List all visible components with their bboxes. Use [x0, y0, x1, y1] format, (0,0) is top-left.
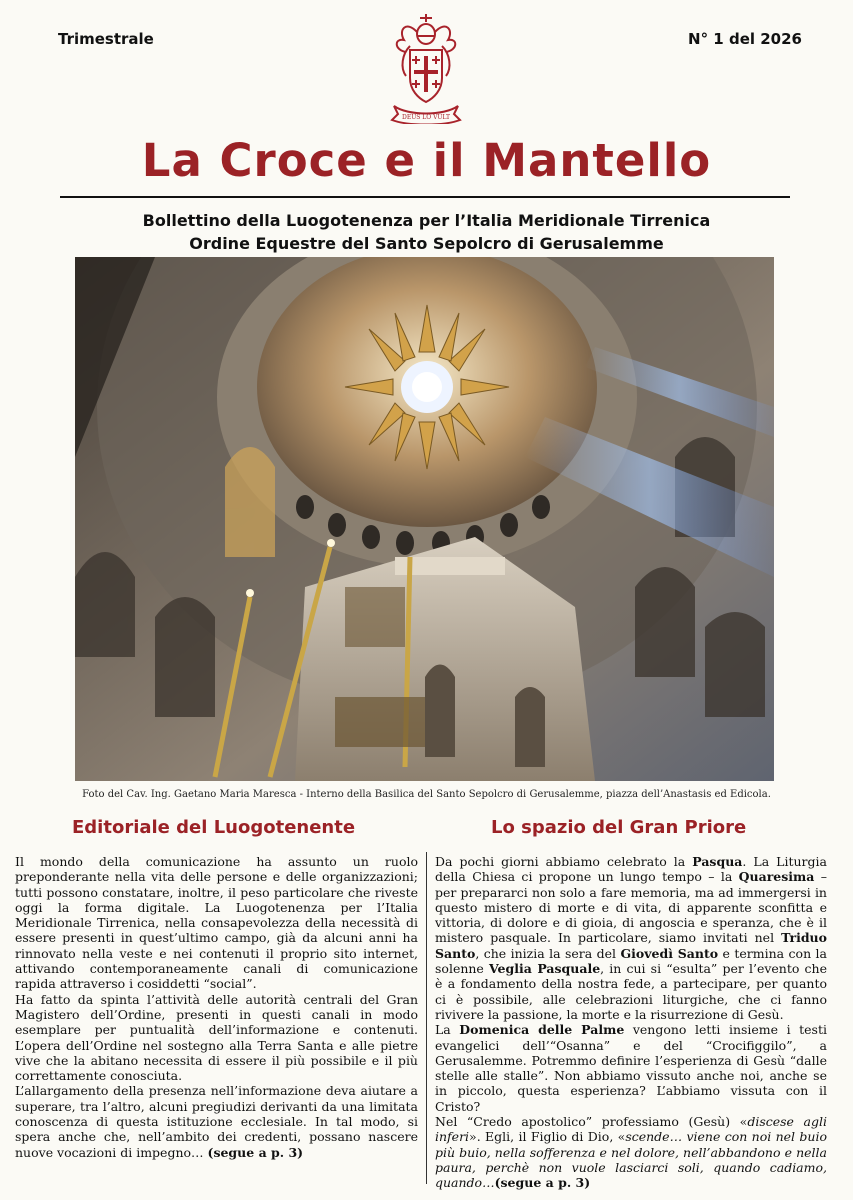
- prior-paragraph: La Domenica delle Palme vengono letti insieme i testi evangelici dell’“Osanna” e del “Crocifiggilo”, a Gerusalemme. Potremmo definire l’esperienza di Gesù “dalle stelle alle stalle”. Non abbiamo vissuto anche noi, anche se in piccolo, questa esperienza? L’abbiamo vissuta con il Cristo?: [435, 1022, 827, 1114]
- continue-link[interactable]: (segue a p. 3): [207, 1144, 304, 1160]
- photo-caption: Foto del Cav. Ing. Gaetano Maria Maresca - Interno della Basilica del Santo Sepolcro di Gerusalemme, piazza dell’Anastasis ed Edicola.: [82, 789, 771, 800]
- prior-paragraph: Da pochi giorni abbiamo celebrato la Pasqua. La Liturgia della Chiesa ci propone un lungo tempo – la Quaresima – per prepararci non solo a fare memoria, ma ad immergersi in questo mistero di morte e di vita, di apparente sconfitta e vittoria, di dolore e di gioia, di angoscia e speranza, che è il mistero pasquale. In particolare, siamo invitati nel Triduo Santo, che inizia la sera del Giovedì Santo e termina con la solenne Veglia Pasquale, in cui si “esulta” per l’evento che è a fondamento della nostra fede, a partecipare, per quanto ci è possibile, alle celebrazioni liturgiche, che ci fanno rivivere la passione, la morte e la risurrezione di Gesù.: [435, 854, 827, 1022]
- newsletter-title: La Croce e il Mantello: [141, 134, 712, 187]
- order-emblem-icon: [384, 10, 468, 124]
- continue-link[interactable]: (segue a p. 3): [494, 1175, 591, 1191]
- emblem-motto: DEUS LO VULT: [402, 114, 450, 121]
- subtitle-bulletin: Bollettino della Luogotenenza per l’Italia Meridionale Tirrenica: [142, 211, 711, 230]
- prior-column: [435, 854, 827, 1191]
- editorial-text: L’allargamento della presenza nell’informazione deva aiutare a superare, tra l’altro, alcuni pregiudizi derivanti da una limitata conoscenza di questa istituzione ecclesiale. In tal modo, si spera anche che, nell’ambito dei credenti, possano nascere nuove vocazioni di impegno…: [15, 1083, 418, 1160]
- frequency-label: Trimestrale: [58, 30, 154, 48]
- prior-heading: Lo spazio del Gran Priore: [491, 817, 747, 838]
- basilica-photo: [75, 257, 774, 781]
- editorial-paragraph: Il mondo della comunicazione ha assunto un ruolo preponderante nella vita delle persone e delle organizzazioni; tutti possono constatare, inoltre, il peso particolare che riveste oggi la forma digitale. La Luogotenenza per l’Italia Meridionale Tirrenica, nella consapevolezza della necessità di essere presenti in quest’ultimo campo, già da alcuni anni ha rinnovato nella veste e nei contenuti il proprio sito internet, attivando contemporaneamente canali di comunicazione rapida attraverso i cosiddetti “social”.: [15, 854, 418, 992]
- editorial-paragraph: Ha fatto da spinta l’attività delle autorità centrali del Gran Magistero dell’Ordine, presenti in questi canali in modo esemplare per puntualità dell’informazione e contenuti. L’opera dell’Ordine nel sostegno alla Terra Santa e alle pietre vive che la abitano necessita di essere il più possibile e il più correttamente conosciuta.: [15, 991, 418, 1084]
- editorial-paragraph: [15, 1083, 418, 1159]
- issue-number: N° 1 del 2026: [688, 30, 802, 48]
- editorial-column: [15, 854, 418, 1160]
- editorial-heading: Editoriale del Luogotenente: [72, 817, 356, 838]
- prior-paragraph: Nel “Credo apostolico” professiamo (Gesù) «discese agli inferi». Egli, il Figlio di Dio, «scende… viene con noi nel buio più buio, nella sofferenza e nel dolore, nell’abbandono e nella paura, perchè non vuole lasciarci soli, quando cadiamo, quando…(segue a p. 3): [435, 1114, 827, 1191]
- subtitle-order: Ordine Equestre del Santo Sepolcro di Gerusalemme: [189, 234, 664, 253]
- title-divider: [60, 196, 790, 198]
- column-divider: [426, 852, 427, 1184]
